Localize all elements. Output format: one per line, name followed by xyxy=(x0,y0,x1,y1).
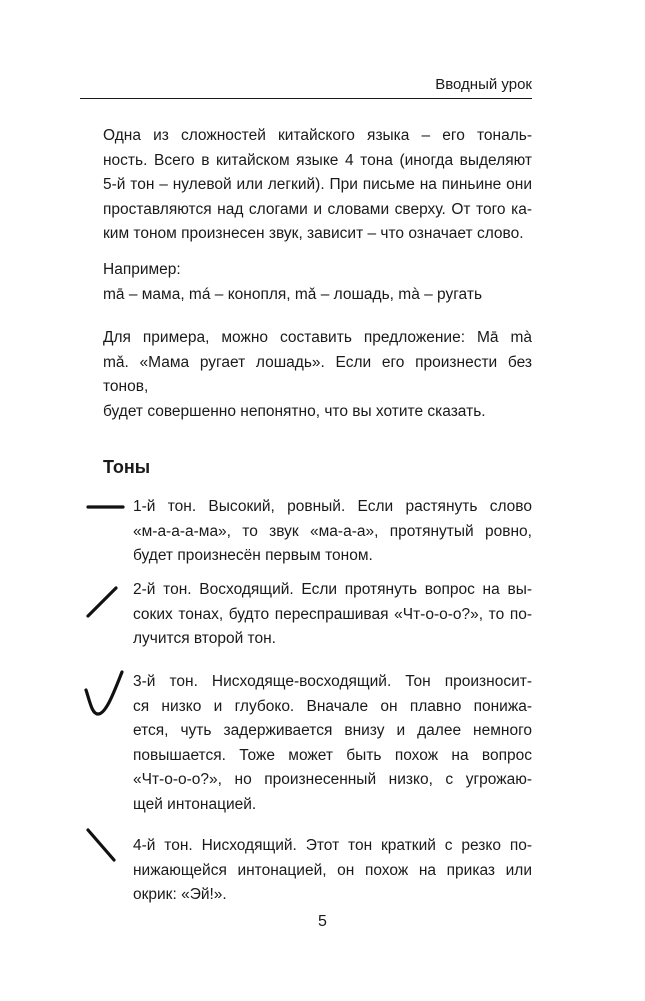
text-line: «Чт-о-о-о?», но произнесенный низко, с угрожаю- xyxy=(133,771,532,788)
text-line: соких тонах, будто переспрашивая «Чт-о-о-о?», то по- xyxy=(133,605,532,623)
text-line: ся низко и глубоко. Вначале он плавно понижа- xyxy=(133,697,532,715)
text-line: 4-й тон. Нисходящий. Этот тон краткий с резко по- xyxy=(133,837,532,854)
tone-1-description xyxy=(133,495,532,569)
tone-4-description xyxy=(133,834,532,908)
tone-2-description xyxy=(133,578,532,652)
text-line: «м-а-а-а-ма», то звук «ма-а-а», протянутый ровно, xyxy=(133,522,532,540)
sentence-paragraph xyxy=(103,326,532,424)
text-line: 5-й тон – нулевой или легкий). При письме на пиньине они xyxy=(103,176,532,193)
chapter-title: Вводный урок xyxy=(435,76,532,93)
header-divider xyxy=(80,98,532,99)
text-line: Одна из сложностей китайского языка – его тональ- xyxy=(103,127,532,144)
text-line: щей интонацией. xyxy=(133,795,257,813)
text-line: будет произнесён первым тоном. xyxy=(133,547,373,564)
section-heading: Тоны xyxy=(103,457,151,477)
text-line: будет совершенно непонятно, что вы хотите сказать. xyxy=(103,402,486,420)
text-line: окрик: «Эй!». xyxy=(133,886,227,903)
text-line: mǎ. «Мама ругает лошадь». Если его произнести без тонов, xyxy=(103,353,532,395)
fourth-tone-mark-icon xyxy=(84,826,120,866)
example-label: Например: xyxy=(103,261,181,278)
text-line: 1-й тон. Высокий, ровный. Если растянуть слово xyxy=(133,498,532,515)
text-line: проставляются над слогами и словами сверху. От того ка- xyxy=(103,200,532,218)
first-tone-mark-icon xyxy=(86,500,126,514)
text-line: лучится второй тон. xyxy=(133,630,276,647)
text-line: 2-й тон. Восходящий. Если протянуть вопрос на вы- xyxy=(133,581,532,598)
text-line: 3-й тон. Нисходяще-восходящий. Тон произносит- xyxy=(133,673,532,690)
third-tone-mark-icon xyxy=(82,668,126,720)
second-tone-mark-icon xyxy=(84,584,120,620)
text-line: ким тоном произнесен звук, зависит – что означает слово. xyxy=(103,225,524,242)
example-paragraph xyxy=(103,258,532,307)
example-line: mā – мама, má – конопля, mǎ – лошадь, mà – ругать xyxy=(103,285,483,303)
page-number: 5 xyxy=(318,913,327,930)
text-line: ется, чуть задерживается внизу и далее немного xyxy=(133,722,532,739)
tone-3-description xyxy=(133,670,532,817)
text-line: ность. Всего в китайском языке 4 тона (иногда выделяют xyxy=(103,151,532,169)
text-line: повышается. Тоже может быть похож на вопрос xyxy=(133,746,532,764)
intro-paragraph xyxy=(103,124,532,247)
text-line: Для примера, можно составить предложение: Mā mà xyxy=(103,329,532,346)
running-header xyxy=(80,76,532,96)
text-line: нижающейся интонацией, он похож на приказ или xyxy=(133,861,532,879)
